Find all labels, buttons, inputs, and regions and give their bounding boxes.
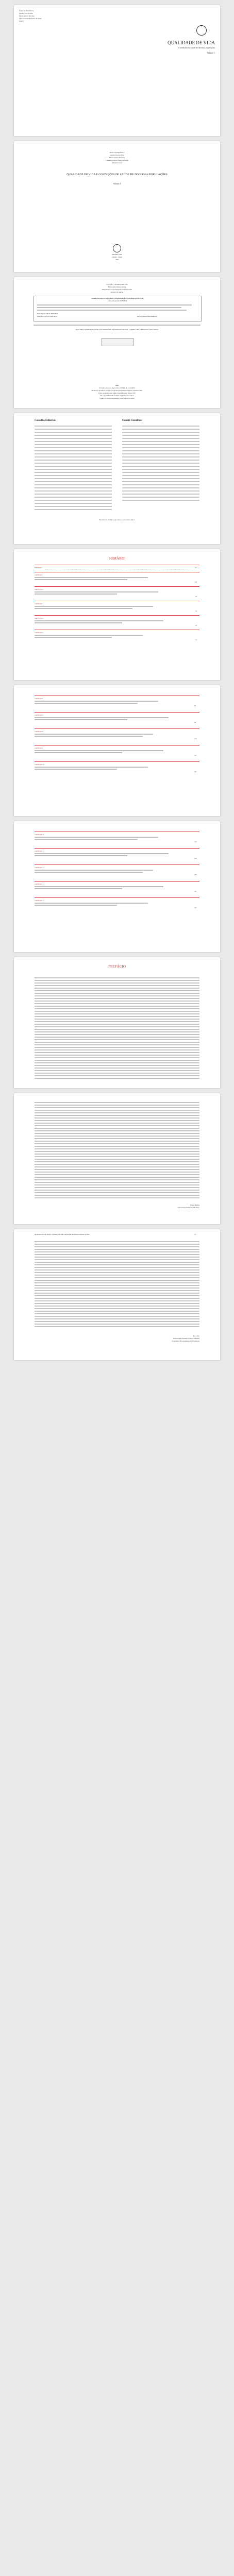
toc-entry-page: 9 xyxy=(195,567,196,569)
editors-role: (Orgs.) xyxy=(19,20,24,22)
toc-entry-title xyxy=(35,606,153,607)
editorial-board-list xyxy=(35,425,112,512)
toc-entry-page: 11 xyxy=(195,581,197,583)
toc-entry-title xyxy=(35,608,132,609)
toc-entry-label: CAPÍTULO 12 xyxy=(35,850,44,852)
prefacio-signature-affiliation: Universidade Federal de São Paulo xyxy=(177,1207,199,1209)
page-prefacio xyxy=(14,957,220,1088)
prefacio-body-end xyxy=(35,1240,199,1327)
toc-entry-title xyxy=(35,701,158,702)
second-signature-affiliation: Universidade Estadual do Oeste do Paraná xyxy=(173,1337,199,1340)
page-sumario-2 xyxy=(14,685,220,816)
toc-entry-title xyxy=(35,703,138,704)
toc-rule xyxy=(35,881,199,882)
revision-line: Revisão: Os Autores xyxy=(110,291,124,293)
page-half-title xyxy=(14,5,220,136)
toc-entry-page: 197 xyxy=(194,890,197,892)
footer-contact: Tel.: (41) 3039-6418 - E-mail: sac@editoracrv.com.br xyxy=(100,395,134,397)
footer-rights: Todos os direitos desta edição reservados pela: Editora CRV xyxy=(98,392,136,394)
toc-rule xyxy=(35,897,199,898)
page-sumario-3 xyxy=(14,821,220,952)
toc-entry-title xyxy=(35,886,163,887)
toc-rule xyxy=(35,712,199,713)
toc-entry-title xyxy=(35,717,169,718)
main-volume: Volume 1 xyxy=(113,182,121,185)
toc-leader xyxy=(45,568,194,569)
toc-entry-page: 127 xyxy=(194,754,197,756)
toc-entry-title xyxy=(35,767,148,768)
toc-entry-title xyxy=(35,594,117,595)
diagram-line: Diagramação e Capa: Designers da Editora CRV xyxy=(102,289,132,291)
second-signature-program: Programa de Pós-Graduação em Biociências xyxy=(172,1340,199,1342)
conselho-editorial-title: Conselho Editorial: xyxy=(35,419,56,422)
app-badge xyxy=(102,338,133,346)
toc-entry-title xyxy=(35,872,143,873)
half-title: QUALIDADE DE VIDA xyxy=(168,40,215,45)
toc-entry-title xyxy=(35,750,163,751)
publisher-place: Curitiba – Brasil xyxy=(112,256,122,258)
toc-rule xyxy=(35,615,199,616)
toc-entry-page: 25 xyxy=(195,596,197,598)
editor-line: Editor-chefe: Railson Moura xyxy=(108,286,126,288)
toc-entry-page: 85 xyxy=(194,705,196,707)
page-prefacio-continued xyxy=(14,1093,220,1224)
toc-rule xyxy=(35,761,199,762)
author-3: Márcia Andrea Marciano xyxy=(19,15,35,17)
toc-entry-title xyxy=(35,903,148,904)
toc-entry-title xyxy=(35,635,143,636)
toc-entry-label: CAPÍTULO 15 xyxy=(35,900,44,902)
toc-entry-title xyxy=(35,853,169,854)
toc-entry-label: CAPÍTULO 5 xyxy=(35,632,44,634)
prefacio-body-continued xyxy=(35,1100,199,1198)
half-volume: Volume 1 xyxy=(207,52,215,54)
publisher-name: EDITORA CRV xyxy=(112,253,122,256)
toc-entry-title xyxy=(35,579,127,580)
toc-entry-page: 169 xyxy=(194,857,197,859)
toc-entry-title xyxy=(35,734,153,735)
toc-rule xyxy=(35,586,199,587)
publisher-logo-icon xyxy=(113,244,121,252)
toc-entry-page: 99 xyxy=(194,721,196,723)
half-subtitle: e condições de saúde de diversas populações xyxy=(178,46,215,49)
toc-entry-page: 113 xyxy=(194,738,197,740)
toc-entry-label: CAPÍTULO 11 xyxy=(35,834,44,836)
toc-entry-page: 57 xyxy=(195,624,197,626)
catalog-title: DADOS INTERNACIONAIS DE CATALOGAÇÃO NA PUBLICAÇÃO (CIP) xyxy=(91,297,144,299)
toc-entry-title xyxy=(35,577,148,578)
catalog-rule xyxy=(34,325,200,326)
publication-year: 2020 xyxy=(115,259,119,261)
prefacio-title: PREFÁCIO xyxy=(108,964,126,969)
catalog-box xyxy=(34,296,202,321)
toc-entry-label: CAPÍTULO 3 xyxy=(35,603,44,605)
toc-rule xyxy=(35,848,199,849)
toc-entry-label: CAPÍTULO 13 xyxy=(35,867,44,869)
toc-entry-label: CAPÍTULO 4 xyxy=(35,617,44,619)
toc-rule xyxy=(35,728,199,729)
publisher-logo-icon xyxy=(196,25,207,36)
toc-entry-page: 155 xyxy=(194,841,197,843)
author-1: Renato de Paula Barros xyxy=(19,10,34,12)
second-signature: Rui Laino xyxy=(193,1335,199,1337)
page-prefacio-end xyxy=(14,1229,220,1360)
author-2: Geraldo Sosa da Silva xyxy=(110,154,124,156)
footer-site: Conheça os nossos lançamentos: www.editoracrv.com.br xyxy=(99,397,135,399)
comite-cientifico-title: Comitê Científico: xyxy=(122,419,143,422)
toc-entry-label: CAPÍTULO 1 xyxy=(35,574,44,576)
page-sumario-1 xyxy=(14,549,220,680)
toc-entry-title xyxy=(35,888,122,889)
catalog-text-line xyxy=(37,310,187,311)
toc-entry-label: CAPÍTULO 7 xyxy=(35,714,44,716)
running-header: QUALIDADE DE VIDA E CONDIÇÕES DE SAÚDE DE DIVERSAS POPULAÇÕES xyxy=(35,1233,90,1235)
main-title: QUALIDADE DE VIDA E CONDIÇÕES DE SAÚDE DE DIVERSAS POPULAÇÕES xyxy=(66,173,168,176)
scientific-committee-list xyxy=(122,425,199,502)
toc-entry-title xyxy=(35,637,112,638)
isbn-physical: ISBN Físico 978-65-5868-084-8 xyxy=(37,315,58,317)
toc-entry-title xyxy=(35,839,138,840)
toc-entry-title xyxy=(35,736,143,737)
toc-entry-page: 183 xyxy=(194,874,197,876)
toc-entry-title xyxy=(35,622,122,623)
toc-entry-page: 211 xyxy=(194,907,197,909)
isbn-digital: ISBN Digital 978-65-5868-083-1 xyxy=(37,313,58,315)
digital-notice: ESTA OBRA TAMBÉM ENCONTRA-SE DISPONÍVEL EM FORMATO DIGITAL. CONHEÇA E BAIXE NOSSO APLICATIVO! xyxy=(75,329,159,331)
page-copyright xyxy=(14,277,220,408)
toc-entry-title xyxy=(35,719,127,720)
page-title-page xyxy=(14,141,220,272)
footer-legal: Foi feito o depósito legal conf. Lei 10.994 de 14/12/2004 xyxy=(99,387,135,389)
toc-entry-title xyxy=(35,870,153,871)
prefacio-signature: Eliana Martins xyxy=(190,1204,199,1206)
toc-entry-title xyxy=(35,855,127,856)
sumario-title: SUMÁRIO xyxy=(108,556,126,561)
toc-entry-label: CAPÍTULO 2 xyxy=(35,588,44,590)
doi: DOI 10.24824/978655868084.8 xyxy=(137,315,157,317)
toc-entry-title xyxy=(35,905,117,906)
toc-entry-title xyxy=(35,769,117,770)
toc-entry-label: CAPÍTULO 9 xyxy=(35,747,44,749)
organizers-role: (Organizadores) xyxy=(112,162,122,164)
toc-entry-label: CAPÍTULO 8 xyxy=(35,731,44,733)
catalog-text-line xyxy=(37,304,192,306)
footer-reproduction: Proibida a reprodução parcial ou total desta obra sem autorização da Editora CRV xyxy=(91,389,143,392)
toc-entry-page: 141 xyxy=(194,771,197,773)
author-3: Márcia Andrea Marciano xyxy=(109,157,125,159)
toc-entry-label: CAPÍTULO 10 xyxy=(35,764,44,766)
prefacio-body xyxy=(35,976,199,1079)
toc-entry-title xyxy=(35,752,122,753)
toc-entry-page: 71 xyxy=(195,639,197,641)
footer-year: 2020 xyxy=(115,384,119,386)
author-2: Geraldo Sosa da Silva xyxy=(19,12,33,14)
author-1: Renato de Paula Barros xyxy=(109,151,125,154)
toc-entry-title xyxy=(35,591,158,592)
toc-entry-label: PREFÁCIO xyxy=(35,567,42,569)
copyright-line: Copyright © da Editora CRV Ltda. xyxy=(106,283,128,285)
page-editorial-board xyxy=(14,413,220,544)
toc-entry-title xyxy=(35,620,163,621)
toc-entry-label: CAPÍTULO 14 xyxy=(35,883,44,885)
author-4: Lídia Paola Pereira Nunes de Araújo xyxy=(19,18,42,20)
author-4: Lídia Paola Pereira Nunes de Araújo xyxy=(106,159,128,161)
toc-entry-page: 41 xyxy=(195,610,197,612)
toc-entry-title xyxy=(35,837,158,838)
running-page-number: 11 xyxy=(194,1233,196,1235)
catalog-text-line xyxy=(37,307,181,308)
toc-entry-label: CAPÍTULO 6 xyxy=(35,698,44,700)
peer-review-note: Este livro foi avaliado e aprovado por pareceristas ad hoc. xyxy=(99,519,135,521)
catalog-subtitle: CATALOGAÇÃO NA FONTE xyxy=(108,300,127,302)
